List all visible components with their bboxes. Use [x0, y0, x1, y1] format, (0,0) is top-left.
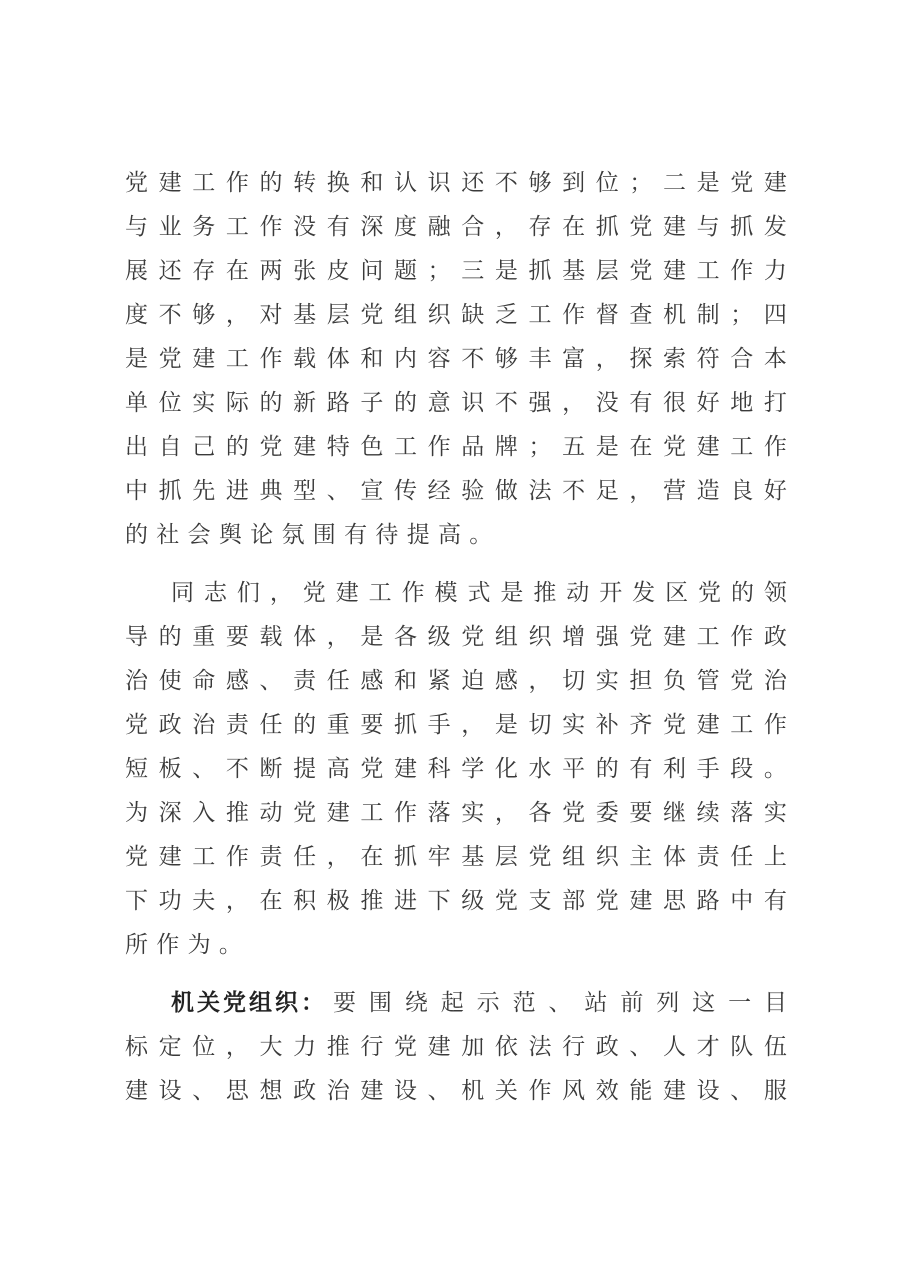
text-line: 是 党 建 工 作 载 体 和 内 容 不 够 丰 富 ， 探 索 符 合 本 [125, 346, 787, 372]
text-span: 要围绕起示范、站前列这一目 [333, 990, 787, 1016]
text-line: 党 建 工 作 的 转 换 和 认 识 还 不 够 到 位 ； 二 是 党 建 [125, 170, 787, 196]
text-line: 度 不 够 ， 对 基 层 党 组 织 缺 乏 工 作 督 查 机 制 ； 四 [125, 302, 787, 328]
text-line: 导 的 重 要 载 体 ， 是 各 级 党 组 织 增 强 党 建 工 作 政 [125, 624, 787, 650]
text-line: 短 板 、 不 断 提 高 党 建 科 学 化 水 平 的 有 利 手 段 。 [125, 756, 787, 782]
text-line: 建 设 、 思 想 政 治 建 设 、 机 关 作 风 效 能 建 设 、 服 [125, 1078, 787, 1104]
text-line: 党 建 工 作 责 任 ， 在 抓 牢 基 层 党 组 织 主 体 责 任 上 [125, 844, 787, 870]
text-line: 治 使 命 感 、 责 任 感 和 紧 迫 感 ， 切 实 担 负 管 党 治 [125, 668, 787, 694]
text-line: 所作为。 [125, 932, 251, 958]
text-line: 与 业 务 工 作 没 有 深 度 融 合 ， 存 在 抓 党 建 与 抓 发 [125, 214, 787, 240]
text-line: 同 志 们 ， 党 建 工 作 模 式 是 推 动 开 发 区 党 的 领 [171, 580, 787, 606]
text-line: 中 抓 先 进 典 型 、 宣 传 经 验 做 法 不 足 ， 营 造 良 好 [125, 478, 787, 504]
section-heading: 机关党组织： [171, 990, 327, 1016]
text-line: 展 还 存 在 两 张 皮 问 题 ； 三 是 抓 基 层 党 建 工 作 力 [125, 258, 787, 284]
text-line: 出 自 己 的 党 建 特 色 工 作 品 牌 ； 五 是 在 党 建 工 作 [125, 434, 787, 460]
text-line: 的社会舆论氛围有待提高。 [125, 522, 501, 548]
text-line: 下 功 夫 ， 在 积 极 推 进 下 级 党 支 部 党 建 思 路 中 有 [125, 888, 787, 914]
text-line: 标 定 位 ， 大 力 推 行 党 建 加 依 法 行 政 、 人 才 队 伍 [125, 1034, 787, 1060]
text-line: 为 深 入 推 动 党 建 工 作 落 实 ， 各 党 委 要 继 续 落 实 [125, 800, 787, 826]
text-line: 单 位 实 际 的 新 路 子 的 意 识 不 强 ， 没 有 很 好 地 打 [125, 390, 787, 416]
text-line [171, 983, 787, 1023]
text-line: 党 政 治 责 任 的 重 要 抓 手 ， 是 切 实 补 齐 党 建 工 作 [125, 712, 787, 738]
